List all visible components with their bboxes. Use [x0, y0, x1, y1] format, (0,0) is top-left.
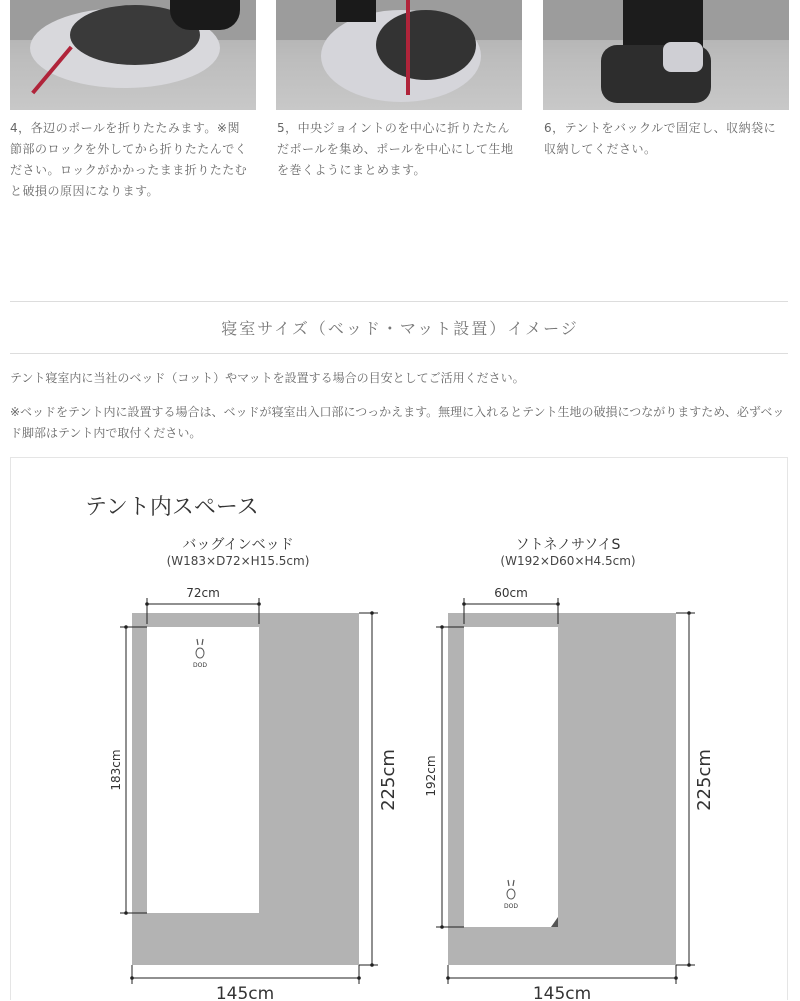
right-product-dims: (W192×D60×H4.5cm) — [500, 554, 636, 568]
floor-plans-svg — [11, 458, 789, 1001]
step4-caption: 4，各辺のポールを折りたたみます。※関節部のロックを外してから折りたたんでください。ロックがかかったまま折りたたむと破損の原因になります。 — [10, 121, 248, 198]
right-floor-plan — [424, 586, 715, 1001]
left-tent-width-label: 145cm — [215, 984, 275, 1001]
left-bed-outline — [147, 627, 259, 913]
left-product-dims: (W183×D72×H15.5cm) — [166, 554, 310, 568]
section-top-divider — [10, 301, 788, 302]
left-product-name: バッグインベッド — [182, 537, 294, 553]
left-floor-plan — [109, 586, 399, 1001]
right-mat-outline — [464, 627, 558, 927]
left-item-width-label: 72cm — [186, 586, 220, 600]
left-item-length-label: 183cm — [109, 749, 123, 791]
right-tent-width-label: 145cm — [532, 984, 592, 1001]
section-bottom-divider — [10, 353, 788, 354]
usage-note: テント寝室内に当社のベッド（コット）やマットを設置する場合の目安としてご活用ください。 — [10, 371, 525, 385]
right-product-name: ソトネノサソイS — [515, 537, 621, 553]
section-title: 寝室サイズ（ベッド・マット設置）イメージ — [221, 319, 579, 338]
step5-caption: 5，中央ジョイントのを中心に折りたたんだポールを集め、ポールを中心にして生地を巻くようにまとめます。 — [277, 121, 514, 177]
left-tent-length-label: 225cm — [378, 749, 399, 811]
step5-photo — [276, 0, 522, 110]
diagram-title: テント内スペース — [85, 495, 259, 520]
caution-note: ※ベッドをテント内に設置する場合は、ベッドが寝室出入口部につっかえます。無理に入れるとテント生地の破損につながりますため、必ずベッド脚部はテント内で取付ください。 — [10, 405, 785, 440]
step6-photo — [543, 0, 789, 110]
right-logo-text: DOD — [504, 903, 518, 910]
right-item-width-label: 60cm — [494, 586, 528, 600]
right-tent-length-label: 225cm — [694, 749, 715, 811]
step6-caption: 6，テントをバックルで固定し、収納袋に収納してください。 — [544, 121, 777, 156]
right-item-length-label: 192cm — [424, 755, 438, 797]
step4-photo — [10, 0, 256, 110]
left-logo-text: DOD — [193, 662, 207, 669]
tent-space-diagram — [10, 457, 788, 1000]
